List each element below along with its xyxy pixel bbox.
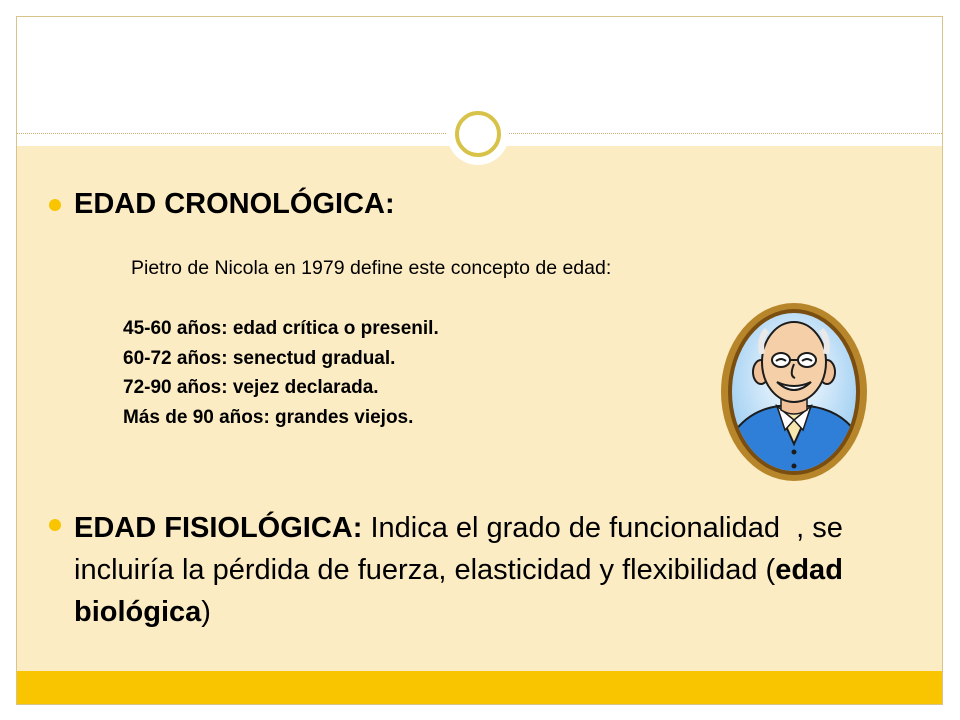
age-range-item: Más de 90 años: grandes viejos. — [123, 406, 414, 428]
round-bullet-icon — [49, 199, 61, 211]
physiological-text-end: ) — [201, 596, 211, 628]
age-range-item: 45-60 años: edad crítica o presenil. — [123, 318, 439, 339]
circle-ring-icon — [455, 111, 501, 157]
section-intro-text: Pietro de Nicola en 1979 define este concepto de edad: — [131, 257, 612, 279]
age-range-list — [123, 314, 439, 432]
physiological-emphasis: edad biológica — [74, 554, 843, 628]
section-heading-chronological: EDAD CRONOLÓGICA: — [74, 188, 395, 220]
section-physiological — [74, 507, 904, 633]
age-range-item: 72-90 años: vejez declarada. — [123, 377, 379, 398]
physiological-text: Indica el grado de funcionalidad , se incluiría la pérdida de fuerza, elasticidad y flexibilidad ( — [74, 512, 843, 586]
footer-bar — [17, 671, 942, 704]
age-range-item: 60-72 años: senectud gradual. — [123, 347, 396, 369]
section-heading-physiological: EDAD FISIOLÓGICA: — [74, 512, 363, 544]
round-bullet-icon — [49, 519, 61, 531]
elderly-man-portrait-icon — [719, 302, 869, 482]
